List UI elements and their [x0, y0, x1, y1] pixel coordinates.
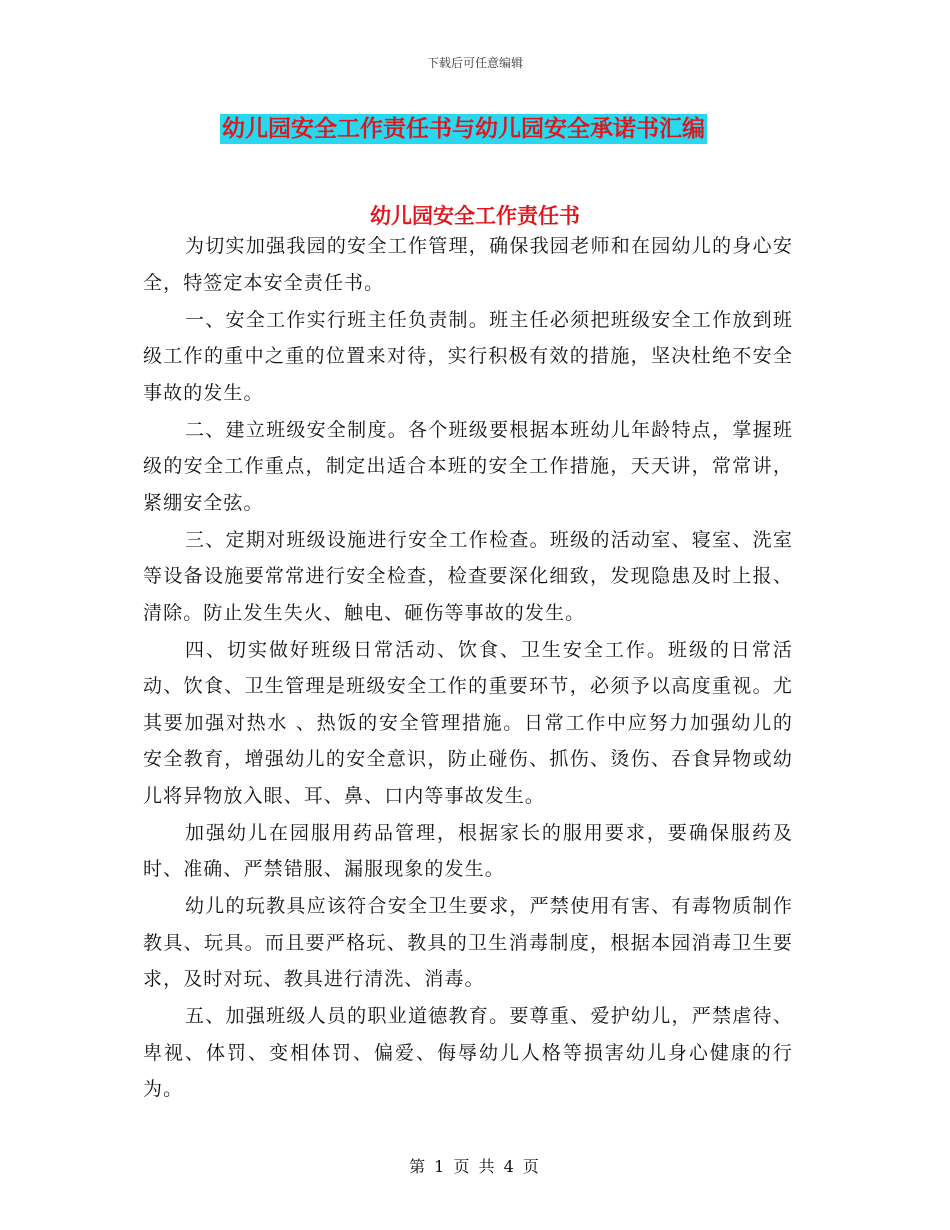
paragraph-intro: 为切实加强我园的安全工作管理，确保我园老师和在园幼儿的身心安全，特签定本安全责任书。: [143, 235, 793, 294]
paragraph-item-2: 二、建立班级安全制度。各个班级要根据本班幼儿年龄特点，掌握班级的安全工作重点，制定出适合本班的安全工作措施，天天讲，常常讲，紧绷安全弦。: [143, 418, 793, 514]
paragraph-medicine: 加强幼儿在园服用药品管理，根据家长的服用要求，要确保服药及时、准确、严禁错服、漏服现象的发生。: [143, 821, 793, 880]
section-title: 幼儿园安全工作责任书: [370, 203, 580, 228]
document-body: [143, 228, 793, 1108]
document-title: 幼儿园安全工作责任书与幼儿园安全承诺书汇编: [222, 115, 705, 142]
paragraph-item-3: 三、定期对班级设施进行安全工作检查。班级的活动室、寝室、洗室等设备设施要常常进行安全检查，检查要深化细致，发现隐患及时上报、清除。防止发生失火、触电、砸伤等事故的发生。: [143, 528, 793, 624]
page-header-note: 下载后可任意编辑: [426, 56, 523, 70]
paragraph-toys: 幼儿的玩教具应该符合安全卫生要求，严禁使用有害、有毒物质制作教具、玩具。而且要严格玩、教具的卫生消毒制度，根据本园消毒卫生要求，及时对玩、教具进行清洗、消毒。: [143, 895, 793, 990]
paragraph-item-4: 四、切实做好班级日常活动、饮食、卫生安全工作。班级的日常活动、饮食、卫生管理是班级安全工作的重要环节，必须予以高度重视。尤其要加强对热水 、热饭的安全管理措施。日常工作中应努力加强幼儿的安全教育，增强幼儿的安全意识，防止碰伤、抓伤、烫伤、吞食异物或幼儿将异物放入眼、耳、鼻、口内等事故发生。: [143, 638, 793, 807]
paragraph-item-1: 一、安全工作实行班主任负责制。班主任必须把班级安全工作放到班级工作的重中之重的位置来对待，实行积极有效的措施，坚决杜绝不安全事故的发生。: [143, 308, 793, 404]
paragraph-item-5: 五、加强班级人员的职业道德教育。要尊重、爱护幼儿，严禁虐待、卑视、体罚、变相体罚、偏爱、侮辱幼儿人格等损害幼儿身心健康的行为。: [143, 1005, 793, 1100]
page-number-footer: 第 1 页 共 4 页: [409, 1157, 541, 1176]
